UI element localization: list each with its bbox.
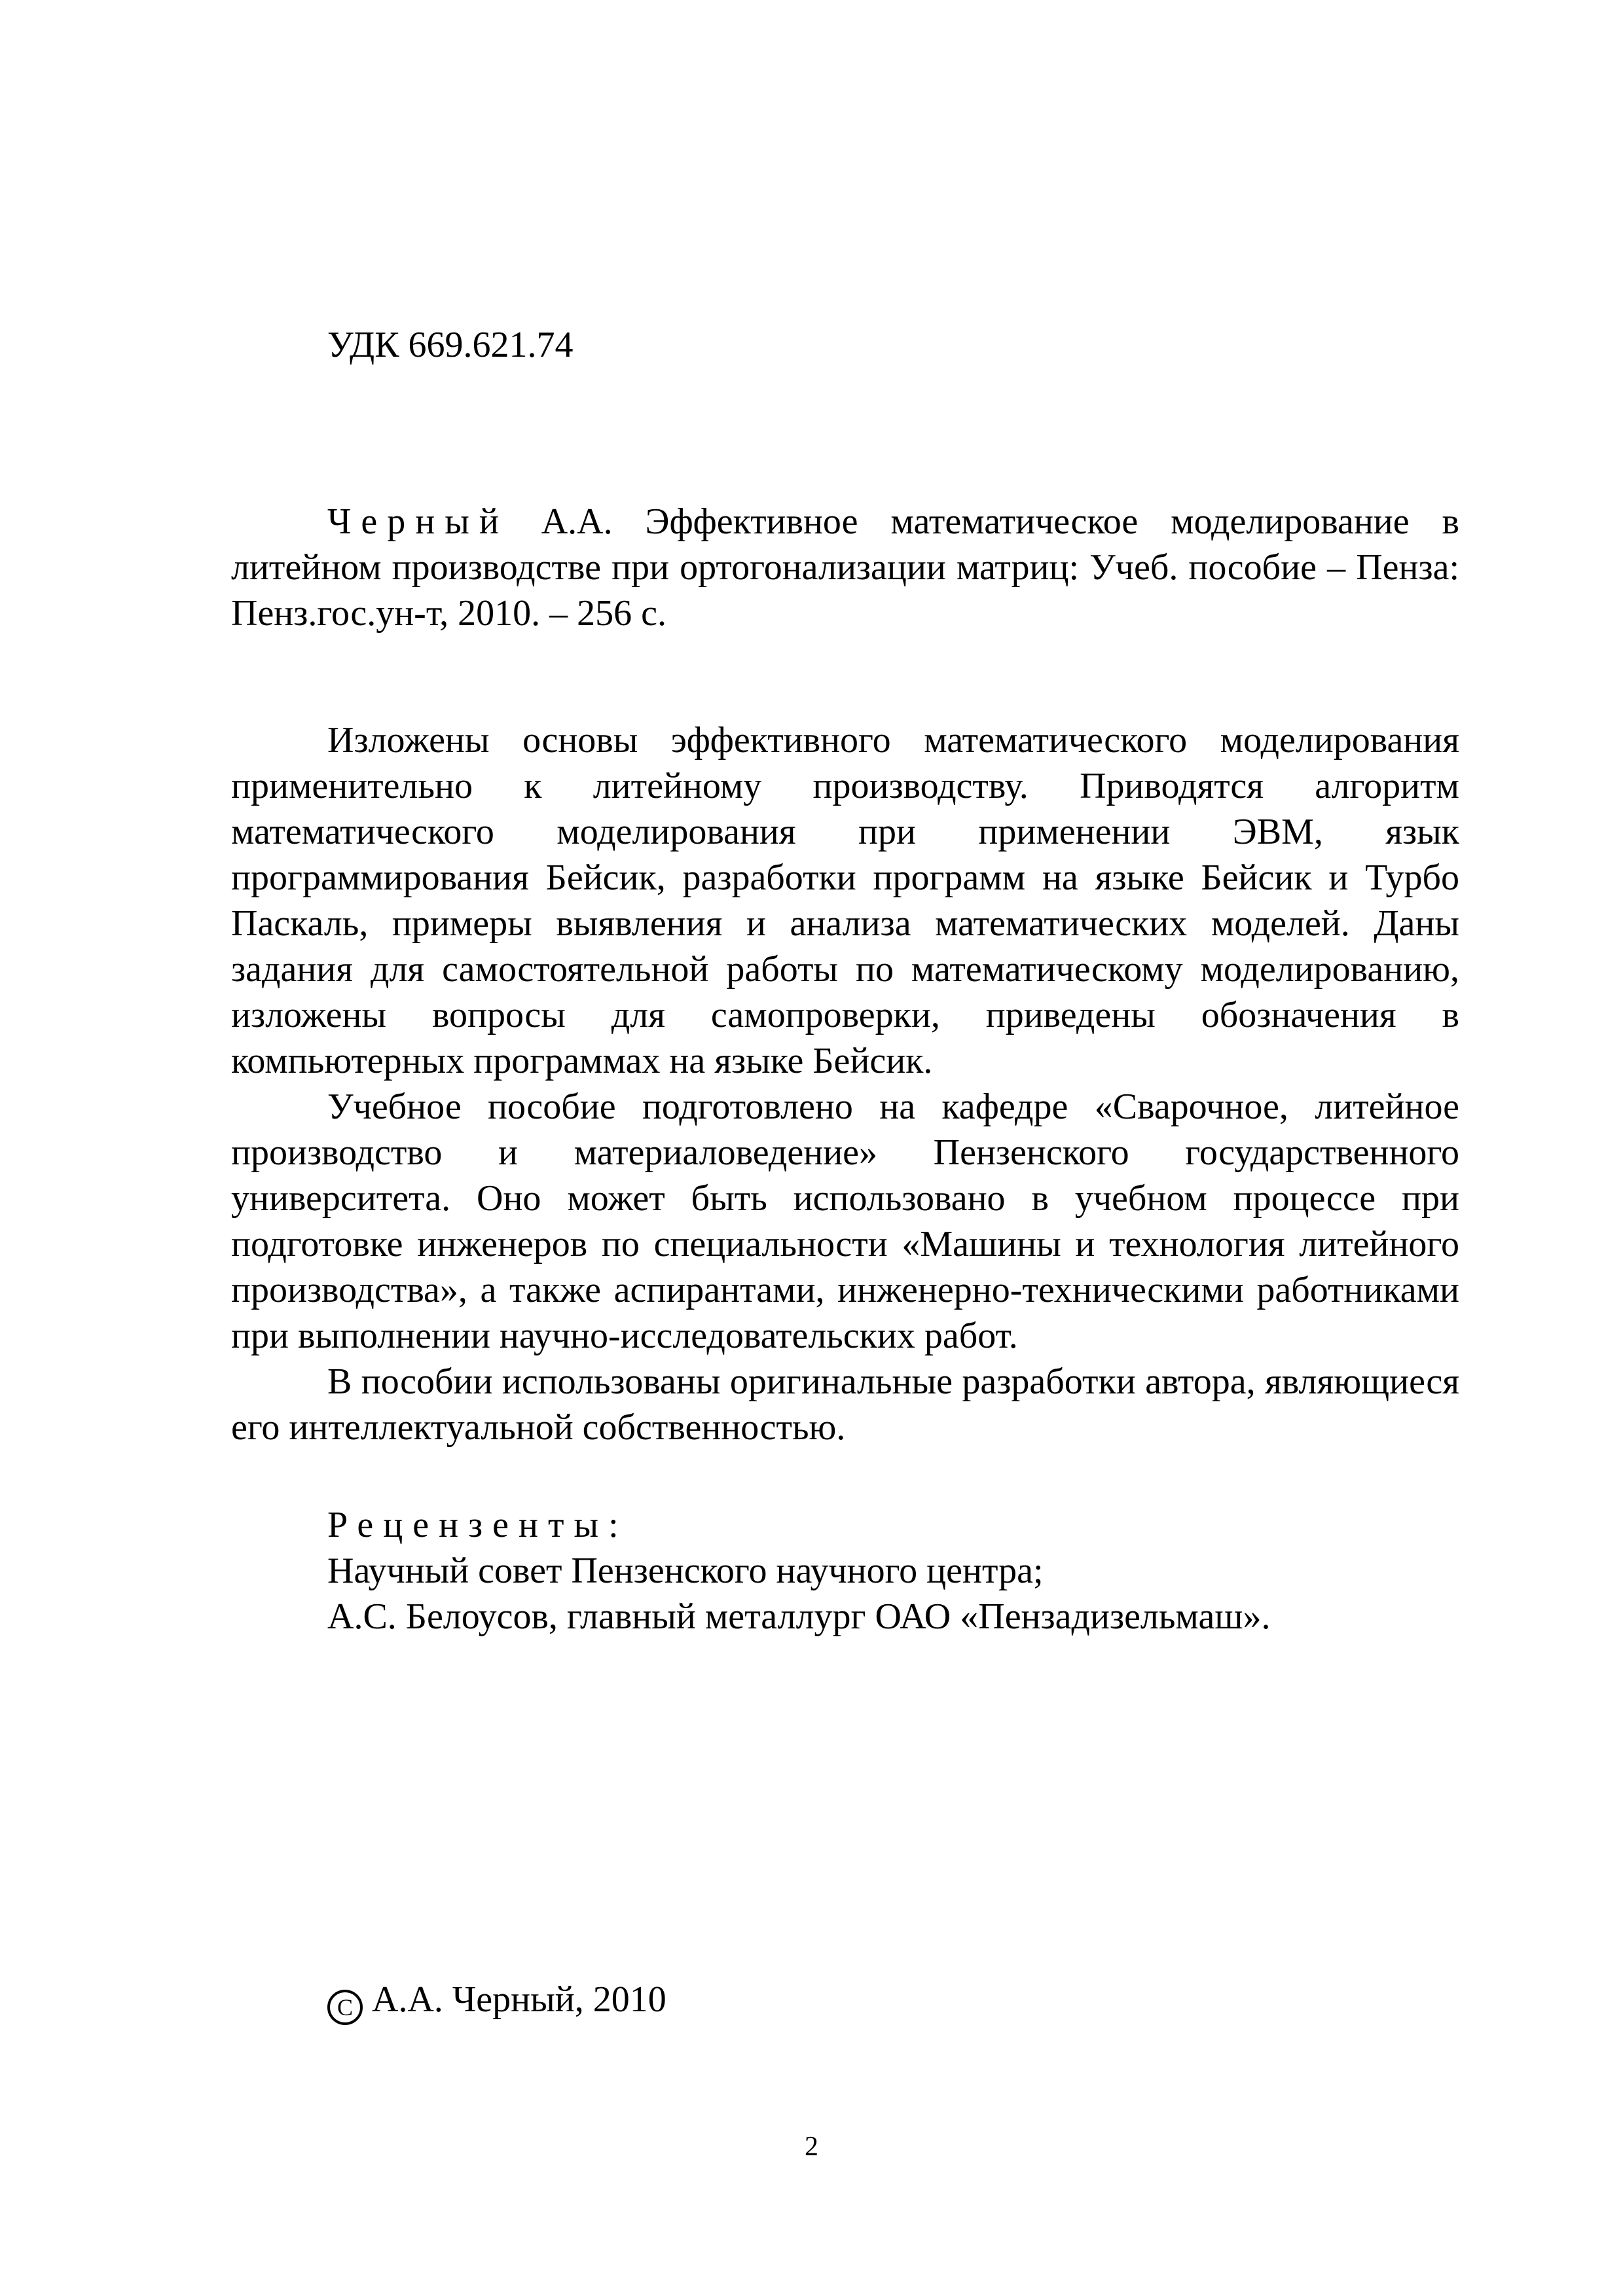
annotation-paragraph-3: В пособии использованы оригинальные разработки автора, являющиеся его интеллектуальной собственностью. <box>231 1361 1459 1448</box>
annotation <box>231 717 1459 1450</box>
reviewer-1: Научный совет Пензенского научного центра; <box>327 1551 1044 1591</box>
annotation-paragraph-1: Изложены основы эффективного математического моделирования применительно к литейному производству. Приводятся алгоритм математического моделирования при применении ЭВМ, язык программирования Бейсик, разработки программ на языке Бейсик и Турбо Паскаль, примеры выявления и анализа математических моделей. Даны задания для самостоятельной работы по математическому моделированию, изложены вопросы для самопроверки, приведены обозначения в компьютерных программах на языке Бейсик. <box>231 720 1459 1081</box>
copyright-text: А.А. Черный, 2010 <box>372 1979 666 2020</box>
citation-paragraph <box>231 499 1459 636</box>
reviewers-block <box>327 1502 1506 1640</box>
bibliographic-citation <box>231 499 1459 636</box>
copyright-icon: C <box>327 1990 363 2025</box>
reviewers-heading-colon: : <box>608 1505 619 1545</box>
reviewer-2: А.С. Белоусов, главный металлург ОАО «Пензадизельмаш». <box>327 1596 1271 1637</box>
reviewers-heading-word: Рецензенты <box>327 1505 609 1545</box>
annotation-paragraph-2: Учебное пособие подготовлено на кафедре «Сварочное, литейное производство и материаловедение» Пензенского государственного университета. Оно может быть использовано в учебном процессе при подготовке инженеров по специальности «Машины и технология литейного производства», а также аспирантами, инженерно-техническими работниками при выполнении научно-исследовательских работ. <box>231 1086 1459 1356</box>
copyright-notice <box>327 1977 666 2025</box>
udk-code: УДК 669.621.74 <box>327 325 574 365</box>
citation-author: Черный <box>327 501 509 542</box>
page-number: 2 <box>805 2132 818 2162</box>
reviewers-heading <box>327 1502 1506 1548</box>
citation-text: А.А. Эффективное математическое моделирование в литейном производстве при ортогонализации матриц: Учеб. пособие – Пенза: Пенз.гос.ун-т, 2010. – 256 с. <box>231 501 1459 634</box>
